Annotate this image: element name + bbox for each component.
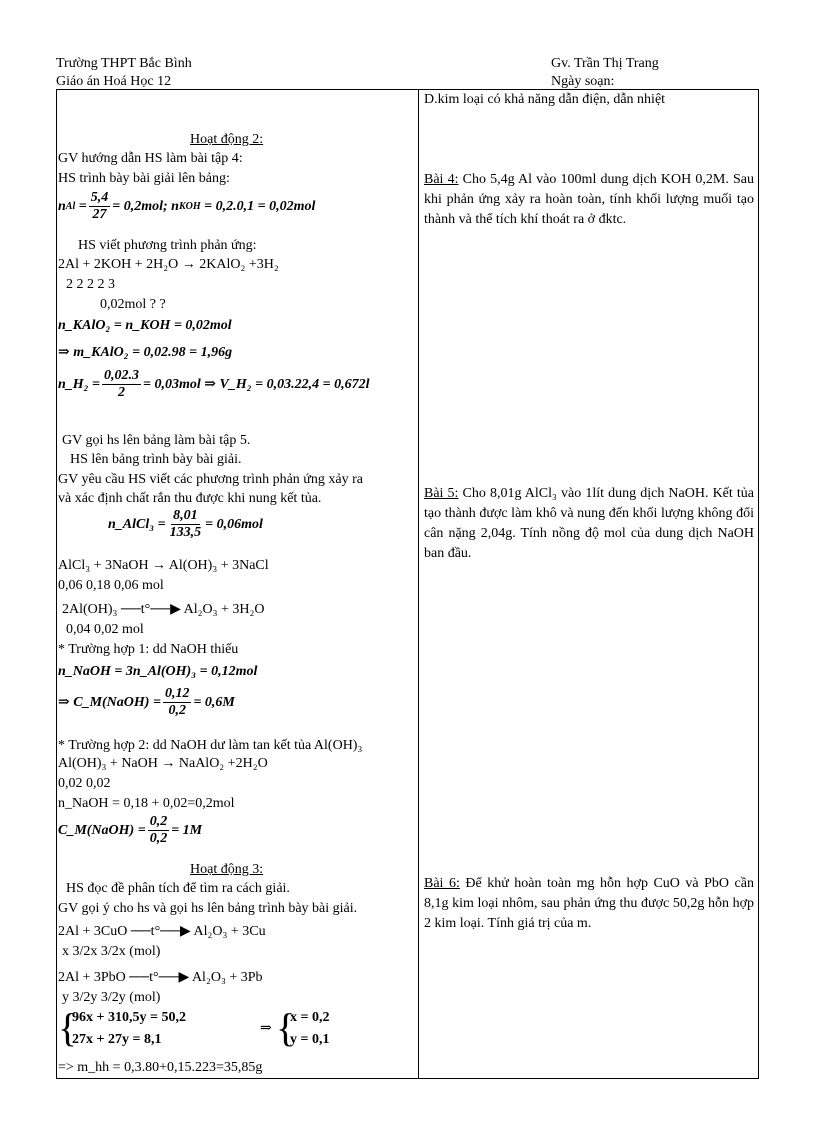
activity-3-heading: Hoạt động 3: — [190, 862, 264, 877]
exercise-5 — [424, 484, 754, 564]
eq-text: n_AlCl₃ = — [108, 516, 166, 532]
coefficient-line: 2 2 2 2 3 — [66, 277, 115, 292]
eq-text: = 1M — [171, 822, 203, 838]
denominator: 0,2 — [149, 831, 168, 846]
final-result: => m_hh = 0,3.80+0,15.223=35,85g — [58, 1060, 263, 1075]
left-line: HS lên bảng trình bày bài giải. — [70, 452, 242, 467]
exercise-6-label: Bài 6: — [424, 876, 460, 891]
numerator: 0,12 — [164, 686, 190, 701]
equation-concentration-2 — [58, 814, 202, 847]
eq-text: n — [58, 198, 66, 214]
subject-name: Giáo án Hoá Học 12 — [56, 74, 172, 89]
exercise-4 — [424, 170, 754, 230]
left-line: HS viết phương trình phản ứng: — [78, 238, 257, 253]
denominator: 0,2 — [168, 703, 186, 718]
denominator: 133,5 — [169, 525, 202, 540]
reaction-line: 2Al(OH)₃ ──t°──▶ Al₂O₃ + 3H₂O — [62, 602, 265, 617]
case-1-line: * Trường hợp 1: dd NaOH thiếu — [58, 642, 239, 657]
equation-line: n_NaOH = 0,18 + 0,02=0,2mol — [58, 796, 235, 811]
left-line: và xác định chất rắn thu được khi nung kết tủa. — [58, 491, 322, 506]
left-line: GV gọi ý cho hs và gọi hs lên bảng trình bày bài giải. — [58, 901, 358, 916]
system-eq-1: 96x + 310,5y = 50,2 — [72, 1010, 186, 1025]
right-brace: { — [276, 1005, 296, 1050]
moles-line: x 3/2x 3/2x (mol) — [62, 944, 161, 959]
moles-line: 0,02 0,02 — [58, 776, 111, 791]
exercise-6 — [424, 874, 754, 934]
case-2-line: * Trường hợp 2: dd NaOH dư làm tan kết tủa Al(OH)₃ — [58, 738, 363, 753]
solution-y: y = 0,1 — [290, 1032, 330, 1047]
denominator: 27 — [92, 207, 107, 222]
eq-text: = 0,03mol ⇒ V_H₂ = 0,03.22,4 = 0,672l — [143, 376, 370, 392]
reaction-line: 2Al + 2KOH + 2H₂O → 2KAlO₂ +3H₂ — [58, 257, 279, 272]
numerator: 8,01 — [173, 508, 198, 523]
reaction-line: 2Al + 3CuO ──t°──▶ Al₂O₃ + 3Cu — [58, 924, 266, 939]
fraction — [148, 814, 170, 847]
eq-text: ⇒ C_M(NaOH) = — [58, 694, 161, 710]
eq-text: = 0,2mol; n — [112, 198, 179, 214]
numerator: 0,02.3 — [104, 368, 140, 383]
exercise-4-text: Cho 5,4g Al vào 100ml dung dịch KOH 0,2M. Sau khi phản ứng xảy ra hoàn toàn, tính khối lượng muối tạo thành và thể tích khí thoát ra ở đktc. — [424, 172, 754, 227]
exercise-6-text: Để khử hoàn toàn mg hỗn hợp CuO và PbO cần 8,1g kim loại nhôm, sau phản ứng thu được 50,2g hỗn hợp 2 kim loại. Tính giá trị của m. — [424, 876, 754, 931]
left-line: GV hướng dẫn HS làm bài tập 4: — [58, 151, 243, 166]
equation-line: n_NaOH = 3n_Al(OH)₃ = 0,12mol — [58, 664, 258, 679]
school-name: Trường THPT Bắc Bình — [56, 56, 192, 71]
eq-text: n_H₂ = — [58, 376, 101, 392]
left-line: GV gọi hs lên bảng làm bài tập 5. — [62, 433, 251, 448]
exercise-5-text: Cho 8,01g AlCl₃ vào 1lít dung dịch NaOH. Kết tủa tạo thành được làm khô và nung đến khối lượng không đổi cân nặng 2,04g. Tính nồng độ mol của dung dịch NaOH ban đầu. — [424, 486, 754, 561]
equation-concentration-1 — [58, 686, 235, 719]
teacher-name: Gv. Trần Thị Trang — [551, 56, 659, 71]
equation-line: n_KAlO₂ = n_KOH = 0,02mol — [58, 318, 232, 333]
numerator: 0,2 — [149, 814, 168, 829]
exercise-5-label: Bài 5: — [424, 486, 459, 501]
moles-line: 0,04 0,02 mol — [66, 622, 144, 637]
reaction-line: 2Al + 3PbO ──t°──▶ Al₂O₃ + 3Pb — [58, 970, 263, 985]
system-eq-2: 27x + 27y = 8,1 — [72, 1032, 162, 1047]
left-brace: { — [58, 1005, 78, 1050]
implies-arrow: ⇒ — [260, 1021, 272, 1036]
left-line: HS đọc đề phân tích để tìm ra cách giải. — [66, 881, 290, 896]
numerator: 5,4 — [90, 190, 109, 205]
fraction — [168, 508, 204, 541]
eq-text: = 0,06mol — [205, 516, 263, 532]
moles-line: 0,02mol ? ? — [100, 297, 166, 312]
solution-x: x = 0,2 — [290, 1010, 330, 1025]
equation-moles-alcl3 — [108, 508, 263, 541]
right-top-line: D.kim loại có khả năng dẫn điện, dẫn nhiệt — [424, 92, 666, 107]
column-divider — [418, 89, 419, 1079]
reaction-line: AlCl₃ + 3NaOH → Al(OH)₃ + 3NaCl — [58, 558, 269, 573]
eq-text: C_M(NaOH) = — [58, 822, 146, 838]
equation-hydrogen — [58, 368, 370, 401]
eq-text: = 0,2.0,1 = 0,02mol — [204, 198, 316, 214]
equation-moles-al-koh: n Al = $\frac{5,4}{27}$ = 0,2mol; n KOH = 0,2.0,1 = 0,02mol — [58, 190, 316, 222]
activity-2-heading: Hoạt động 2: — [190, 132, 264, 147]
moles-line: y 3/2y 3/2y (mol) — [62, 990, 161, 1005]
equation-line: ⇒ m_KAlO₂ = 0,02.98 = 1,96g — [58, 345, 233, 360]
date-label: Ngày soạn: — [551, 74, 615, 89]
exercise-4-label: Bài 4: — [424, 172, 459, 187]
left-line: GV yêu cầu HS viết các phương trình phản ứng xảy ra — [58, 472, 363, 487]
fraction — [163, 686, 192, 719]
eq-text: = 0,6M — [193, 694, 235, 710]
fraction — [102, 368, 141, 401]
denominator: 2 — [118, 385, 126, 400]
left-line: HS trình bày bài giải lên bảng: — [58, 171, 230, 186]
reaction-line: Al(OH)₃ + NaOH → NaAlO₂ +2H₂O — [58, 756, 268, 771]
moles-line: 0,06 0,18 0,06 mol — [58, 578, 164, 593]
fraction — [89, 190, 111, 223]
